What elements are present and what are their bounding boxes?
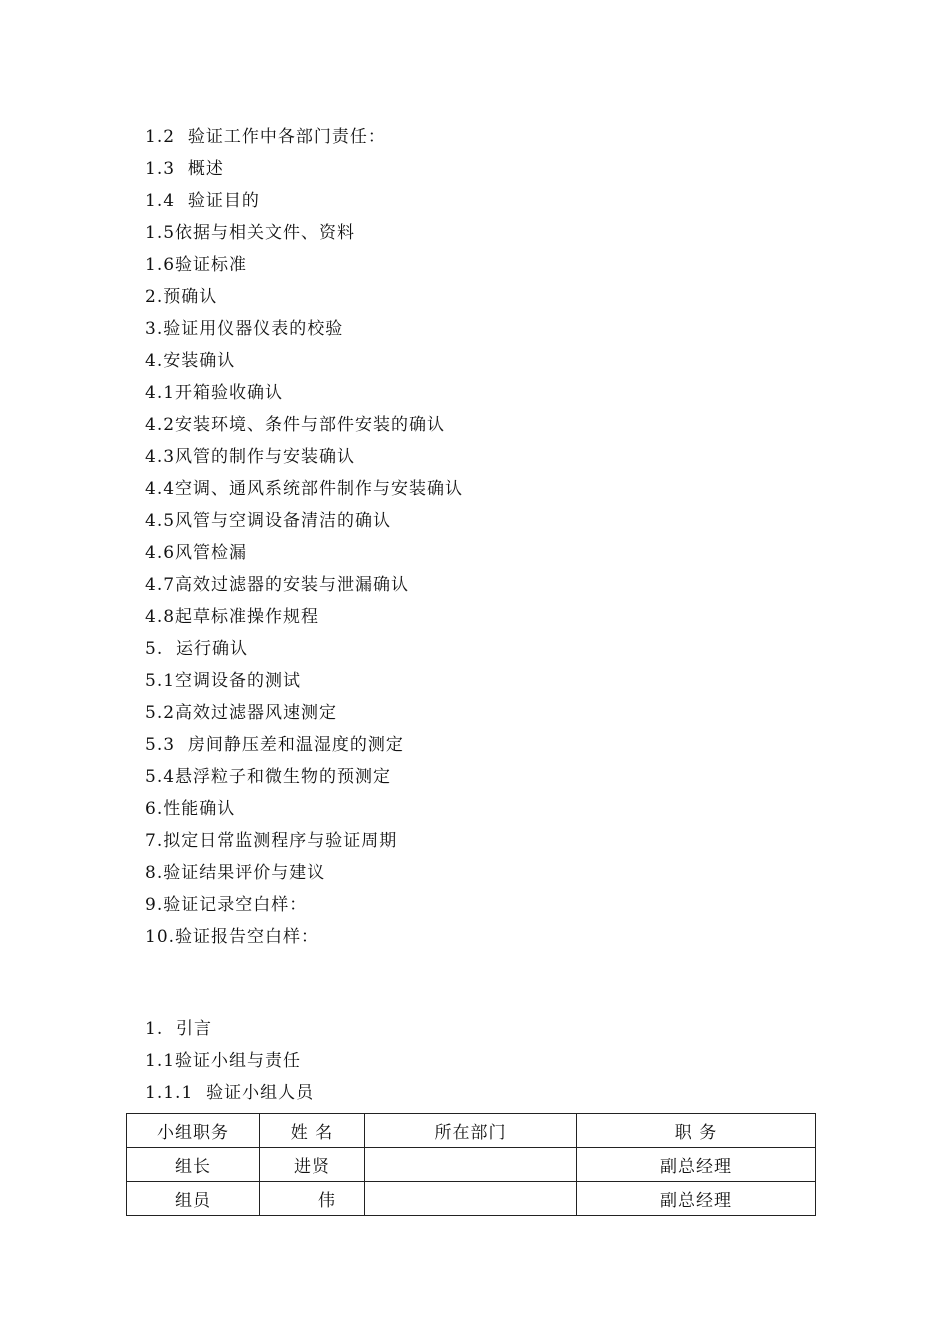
introduction-section [145,1016,845,1112]
toc-item: 4.5风管与空调设备清洁的确认 [145,511,392,531]
toc-item: 10.验证报告空白样： [145,927,320,947]
toc-item: 7.拟定日常监测程序与验证周期 [145,831,398,851]
toc-item: 1.3 概述 [145,159,224,179]
toc-item: 3.验证用仪器仪表的校验 [145,319,344,339]
toc-item: 4.8起草标准操作规程 [145,607,320,627]
table-row [127,1182,816,1216]
toc-item: 5.4悬浮粒子和微生物的预测定 [145,767,392,787]
table-cell: 副总经理 [577,1148,816,1182]
column-header: 职 务 [577,1114,816,1148]
table-cell: 组长 [127,1148,260,1182]
team-members-table [126,1113,816,1216]
toc-item: 2.预确认 [145,287,218,307]
toc-item: 4.2安装环境、条件与部件安装的确认 [145,415,446,435]
toc-item: 5.1空调设备的测试 [145,671,302,691]
table-of-contents [145,124,845,956]
toc-item: 1.4 验证目的 [145,191,260,211]
table-cell [365,1148,577,1182]
toc-item: 8.验证结果评价与建议 [145,863,326,883]
toc-item: 1.2 验证工作中各部门责任： [145,127,386,147]
table-header-row [127,1114,816,1148]
column-header: 所在部门 [365,1114,577,1148]
table-cell [365,1182,577,1216]
toc-item: 4.1开箱验收确认 [145,383,284,403]
table-cell: 伟 [260,1182,365,1216]
section-heading: 1. 引言 [145,1019,213,1039]
toc-item: 5.3 房间静压差和温湿度的测定 [145,735,404,755]
subsection-heading: 1.1验证小组与责任 [145,1051,302,1071]
toc-item: 6.性能确认 [145,799,236,819]
column-header: 姓 名 [260,1114,365,1148]
column-header: 小组职务 [127,1114,260,1148]
toc-item: 1.6验证标准 [145,255,248,275]
subsection-heading: 1.1.1 验证小组人员 [145,1083,315,1103]
table-cell: 进贤 [260,1148,365,1182]
toc-item: 4.3风管的制作与安装确认 [145,447,356,467]
toc-item: 4.7高效过滤器的安装与泄漏确认 [145,575,410,595]
table-cell: 组员 [127,1182,260,1216]
toc-item: 1.5依据与相关文件、资料 [145,223,356,243]
toc-item: 9.验证记录空白样： [145,895,308,915]
toc-item: 4.4空调、通风系统部件制作与安装确认 [145,479,464,499]
toc-item: 4.6风管检漏 [145,543,248,563]
toc-item: 4.安装确认 [145,351,236,371]
toc-item: 5.2高效过滤器风速测定 [145,703,338,723]
toc-item: 5. 运行确认 [145,639,249,659]
table-cell: 副总经理 [577,1182,816,1216]
table-row [127,1148,816,1182]
